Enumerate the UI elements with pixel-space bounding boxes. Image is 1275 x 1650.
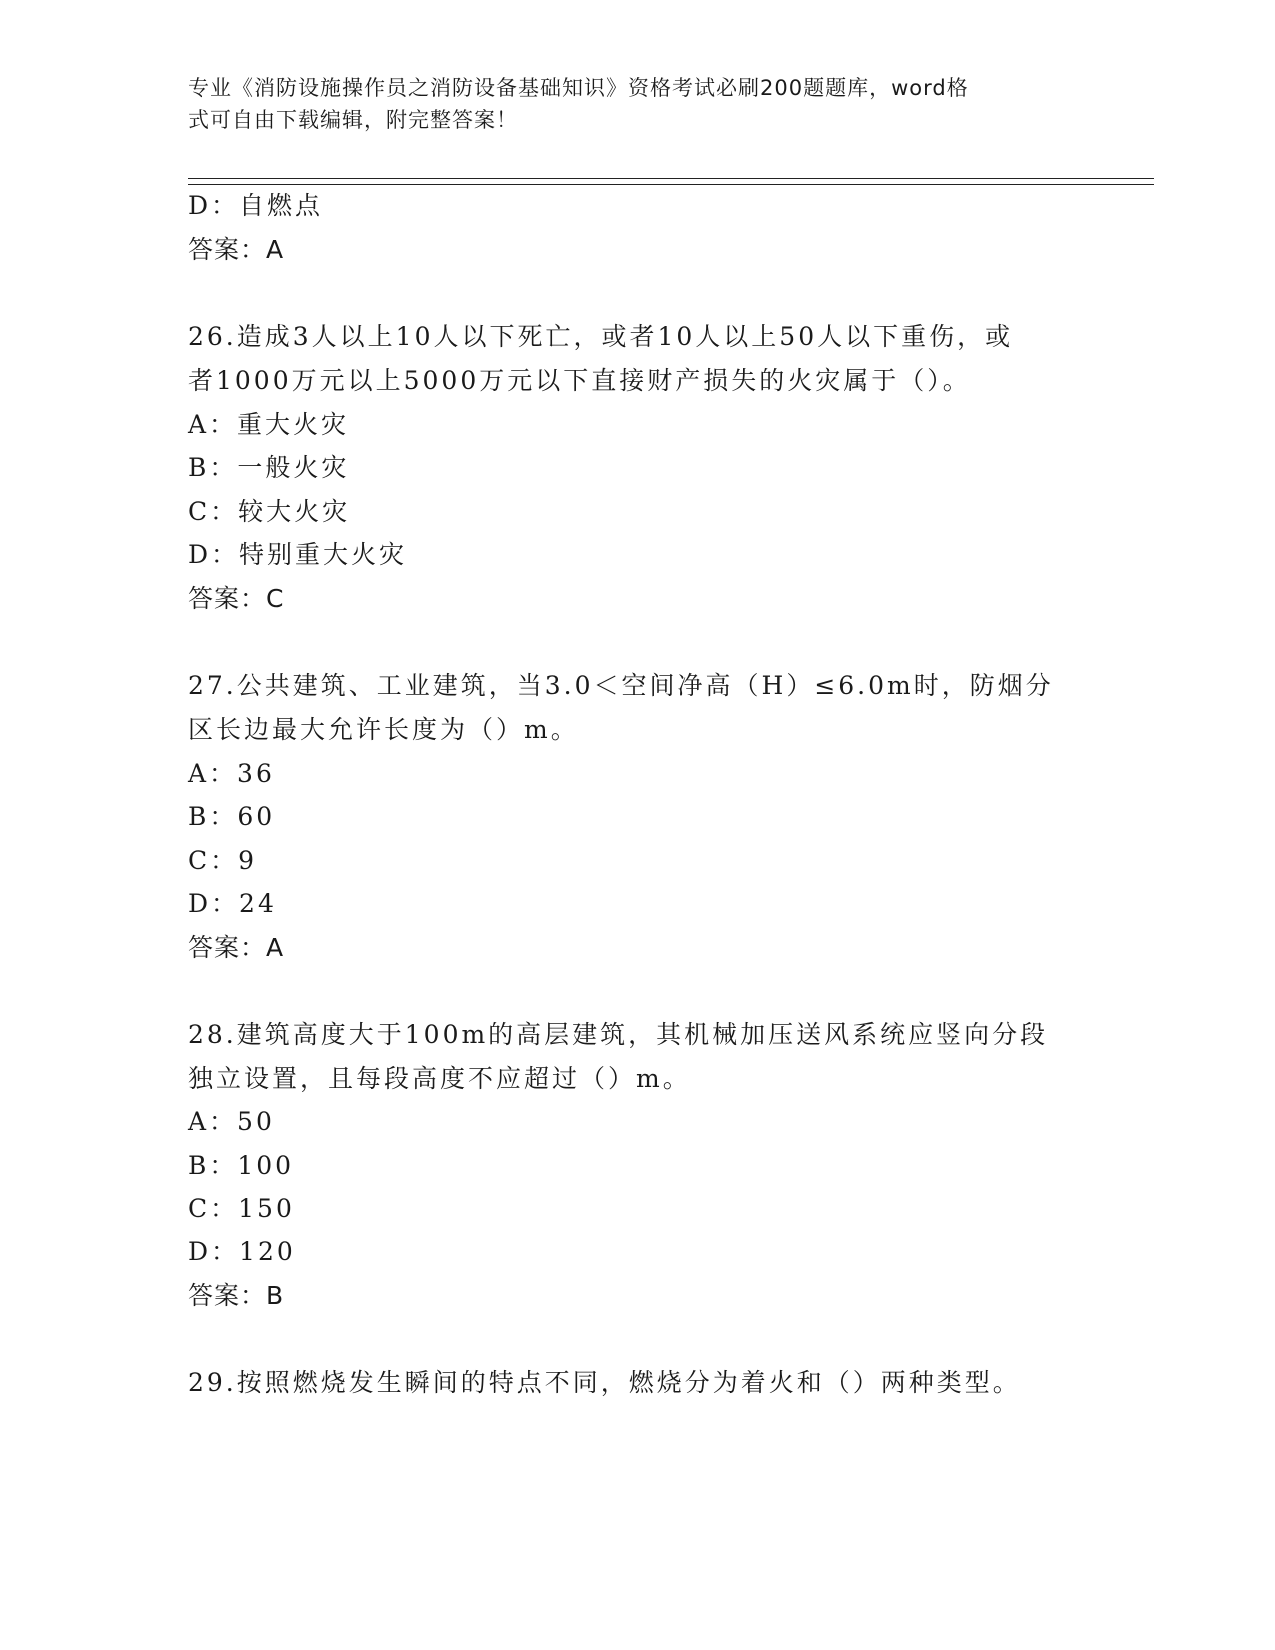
header-divider: [188, 178, 1154, 185]
header-line-2: 式可自由下载编辑，附完整答案！: [188, 108, 518, 132]
option-c-line: C：较大火灾: [188, 497, 351, 526]
option-d-line: D：24: [188, 889, 277, 918]
question-28-line-2: 独立设置，且每段高度不应超过（）m。: [188, 1064, 691, 1093]
option-d-line: D：自燃点: [188, 191, 324, 220]
question-26-line-1: 26.造成3人以上10人以下死亡，或者10人以上50人以下重伤，或: [188, 322, 1014, 351]
question-29-line-1: 29.按照燃烧发生瞬间的特点不同，燃烧分为着火和（）两种类型。: [188, 1368, 1021, 1397]
option-a-line: A：36: [188, 759, 275, 788]
question-26-line-2: 者1000万元以上5000万元以下直接财产损失的火灾属于（）。: [188, 366, 971, 395]
page-header: [188, 72, 1068, 136]
answer-line: 答案：A: [188, 933, 285, 962]
option-b-line: B：60: [188, 802, 276, 831]
option-b-line: B：100: [188, 1151, 295, 1180]
option-b-line: B：一般火灾: [188, 453, 350, 482]
option-d-line: D：120: [188, 1237, 296, 1266]
option-c-line: C：150: [188, 1194, 295, 1223]
header-line-1: 专业《消防设施操作员之消防设备基础知识》资格考试必刷200题题库，word格: [188, 76, 969, 100]
option-d-line: D：特别重大火灾: [188, 540, 408, 569]
option-a-line: A：50: [188, 1107, 275, 1136]
question-27-line-2: 区长边最大允许长度为（）m。: [188, 715, 579, 744]
answer-line: 答案：A: [188, 235, 285, 264]
question-28-line-1: 28.建筑高度大于100m的高层建筑，其机械加压送风系统应竖向分段: [188, 1020, 1049, 1049]
answer-line: 答案：B: [188, 1281, 285, 1310]
question-27-line-1: 27.公共建筑、工业建筑，当3.0＜空间净高（H）≤6.0m时，防烟分: [188, 671, 1054, 700]
option-a-line: A：重大火灾: [188, 410, 350, 439]
answer-line: 答案：C: [188, 584, 285, 613]
option-c-line: C：9: [188, 846, 258, 875]
